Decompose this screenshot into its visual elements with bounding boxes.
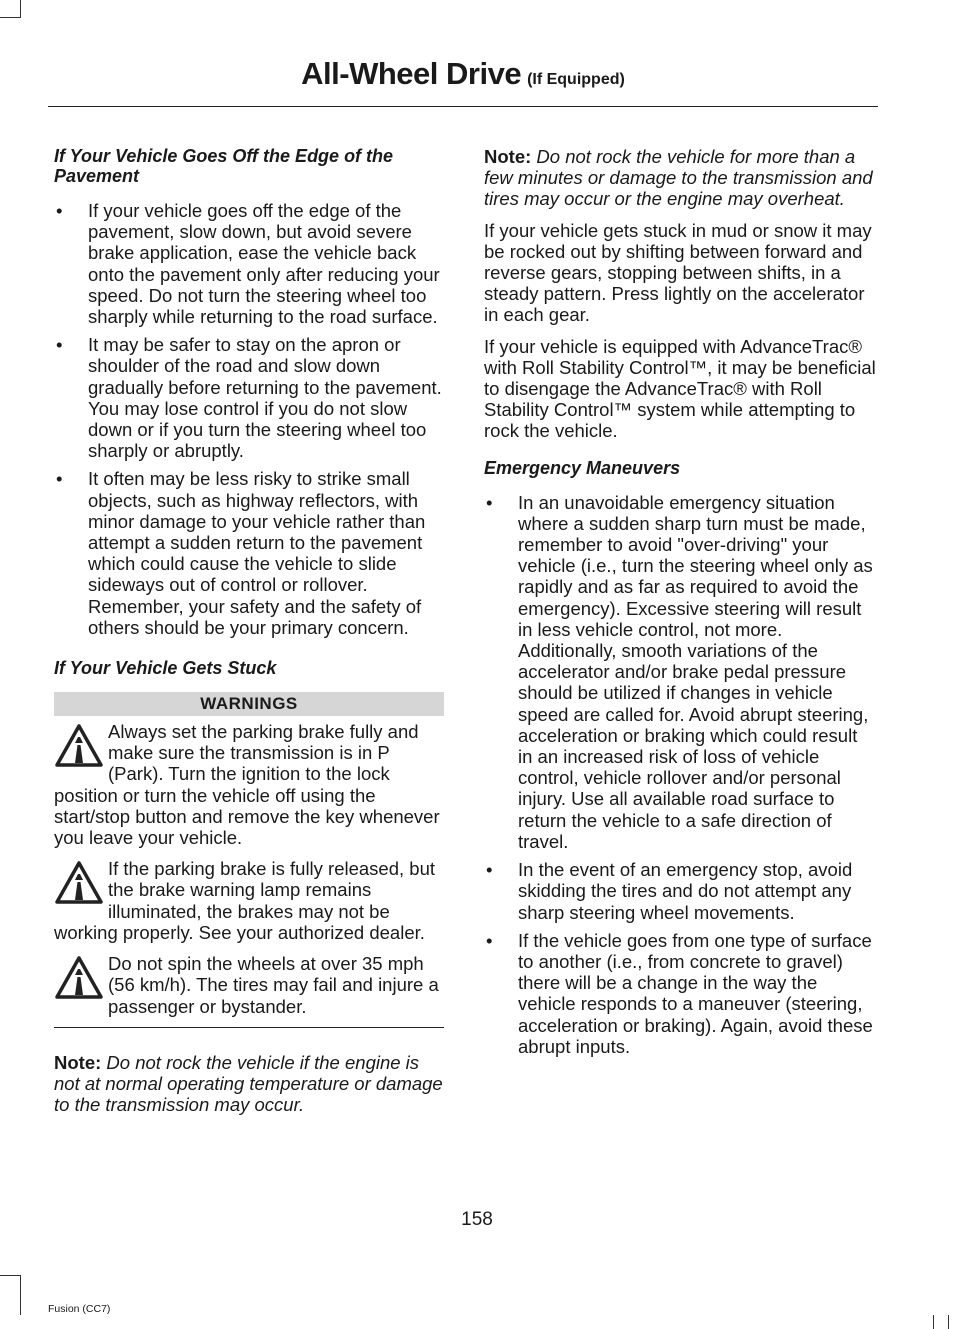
warning-triangle-icon — [54, 723, 104, 769]
bullet-icon: • — [486, 929, 493, 951]
bullet-list-pavement — [54, 200, 444, 638]
page-number: 158 — [461, 1209, 493, 1230]
section-heading-pavement: If Your Vehicle Goes Off the Edge of the Pavement — [54, 146, 394, 186]
bullet-icon: • — [56, 334, 63, 356]
list-item: • If the vehicle goes from one type of surface to another (i.e., from concrete to gravel) there will be a change in the way the vehicle responds to a maneuver (steering, acceleration or braking). Again, avoid these abrupt inputs. — [486, 929, 873, 1057]
body-paragraph: If your vehicle is equipped with AdvanceTrac® with Roll Stability Control™, it may be beneficial to disengage the AdvanceTrac® with Roll Stability Control™ system while attempting to rock the vehicle. — [484, 335, 876, 442]
warning-triangle-icon — [54, 955, 104, 1001]
crop-mark — [0, 17, 20, 18]
warnings-divider — [54, 1027, 444, 1028]
header-divider — [48, 106, 878, 107]
page-title: All-Wheel Drive — [301, 56, 522, 91]
warning-triangle-icon — [54, 860, 104, 906]
bullet-list-emergency — [484, 492, 876, 1057]
crop-mark — [933, 1315, 934, 1329]
bullet-icon: • — [56, 468, 63, 490]
crop-mark — [948, 1315, 949, 1329]
crop-mark — [20, 0, 21, 18]
warning-item: If the parking brake is fully released, but the brake warning lamp remains illuminated, the brakes may not be working properly. See your authorized dealer. — [54, 858, 436, 943]
warning-item: Do not spin the wheels at over 35 mph (56 km/h). The tires may fail and injure a passenger or bystander. — [54, 953, 444, 1017]
note-paragraph: Note: Do not rock the vehicle if the engine is not at normal operating temperature or damage to the transmission may occur. — [54, 1051, 443, 1116]
page-subtitle: (If Equipped) — [527, 71, 625, 88]
page-header — [48, 56, 878, 92]
bullet-icon: • — [486, 491, 493, 513]
crop-mark — [20, 1275, 21, 1315]
section-heading-emergency: Emergency Maneuvers — [484, 457, 681, 478]
list-item: • In the event of an emergency stop, avoid skidding the tires and do not attempt any sharp steering wheel movements. — [486, 859, 853, 923]
note-paragraph: Note: Do not rock the vehicle for more than a few minutes or damage to the transmission and tires may occur or the engine may overheat. — [484, 146, 873, 210]
bullet-icon: • — [56, 200, 63, 221]
list-item: • It often may be less risky to strike small objects, such as highway reflectors, with minor damage to your vehicle rather than attempt a sudden return to the pavement which could cause the vehicle to slide sideways out of control or rollover. Remember, your safety and the safety of others should be your primary concern. — [56, 468, 426, 638]
section-heading-stuck: If Your Vehicle Gets Stuck — [54, 658, 277, 679]
warning-item: Always set the parking brake fully and make sure the transmission is in P (Park). Turn the ignition to the lock position or turn the vehicle off using the start/stop button and remove the key whenever you leave your vehicle. — [54, 721, 440, 849]
warnings-header: WARNINGS — [54, 692, 444, 716]
crop-mark — [0, 1275, 20, 1276]
body-paragraph: If your vehicle gets stuck in mud or snow it may be rocked out by shifting between forward and reverse gears, stopping between shifts, in a steady pattern. Press lightly on the accelerator in each gear. — [484, 219, 872, 326]
list-item: • If your vehicle goes off the edge of the pavement, slow down, but avoid severe brake application, ease the vehicle back onto the pavement only after reducing your speed. Do not turn the steering wheel too sharply while returning to the road surface. — [56, 200, 440, 328]
footer-model: Fusion (CC7) — [48, 1303, 111, 1315]
left-column — [54, 146, 444, 1125]
right-column — [484, 146, 876, 1077]
list-item: • It may be safer to stay on the apron or shoulder of the road and slow down gradually before returning to the pavement. You may lose control if you do not slow down or if you turn the steering wheel too sharply or abruptly. — [56, 334, 442, 462]
bullet-icon: • — [486, 859, 493, 881]
list-item: • In an unavoidable emergency situation where a sudden sharp turn must be made, remember to avoid "over-driving" your vehicle (i.e., turn the steering wheel only as rapidly and as far as required to avoid the emergency). Excessive steering will result in less vehicle control, not more. Additionally, smooth variations of the accelerator and/or brake pedal pressure should be utilized if changes in vehicle speed are called for. Avoid abrupt steering, acceleration or braking which could result in an increased risk of loss of vehicle control, vehicle rollover and/or personal injury. Use all available road surface to return the vehicle to a safe direction of travel. — [486, 491, 873, 852]
